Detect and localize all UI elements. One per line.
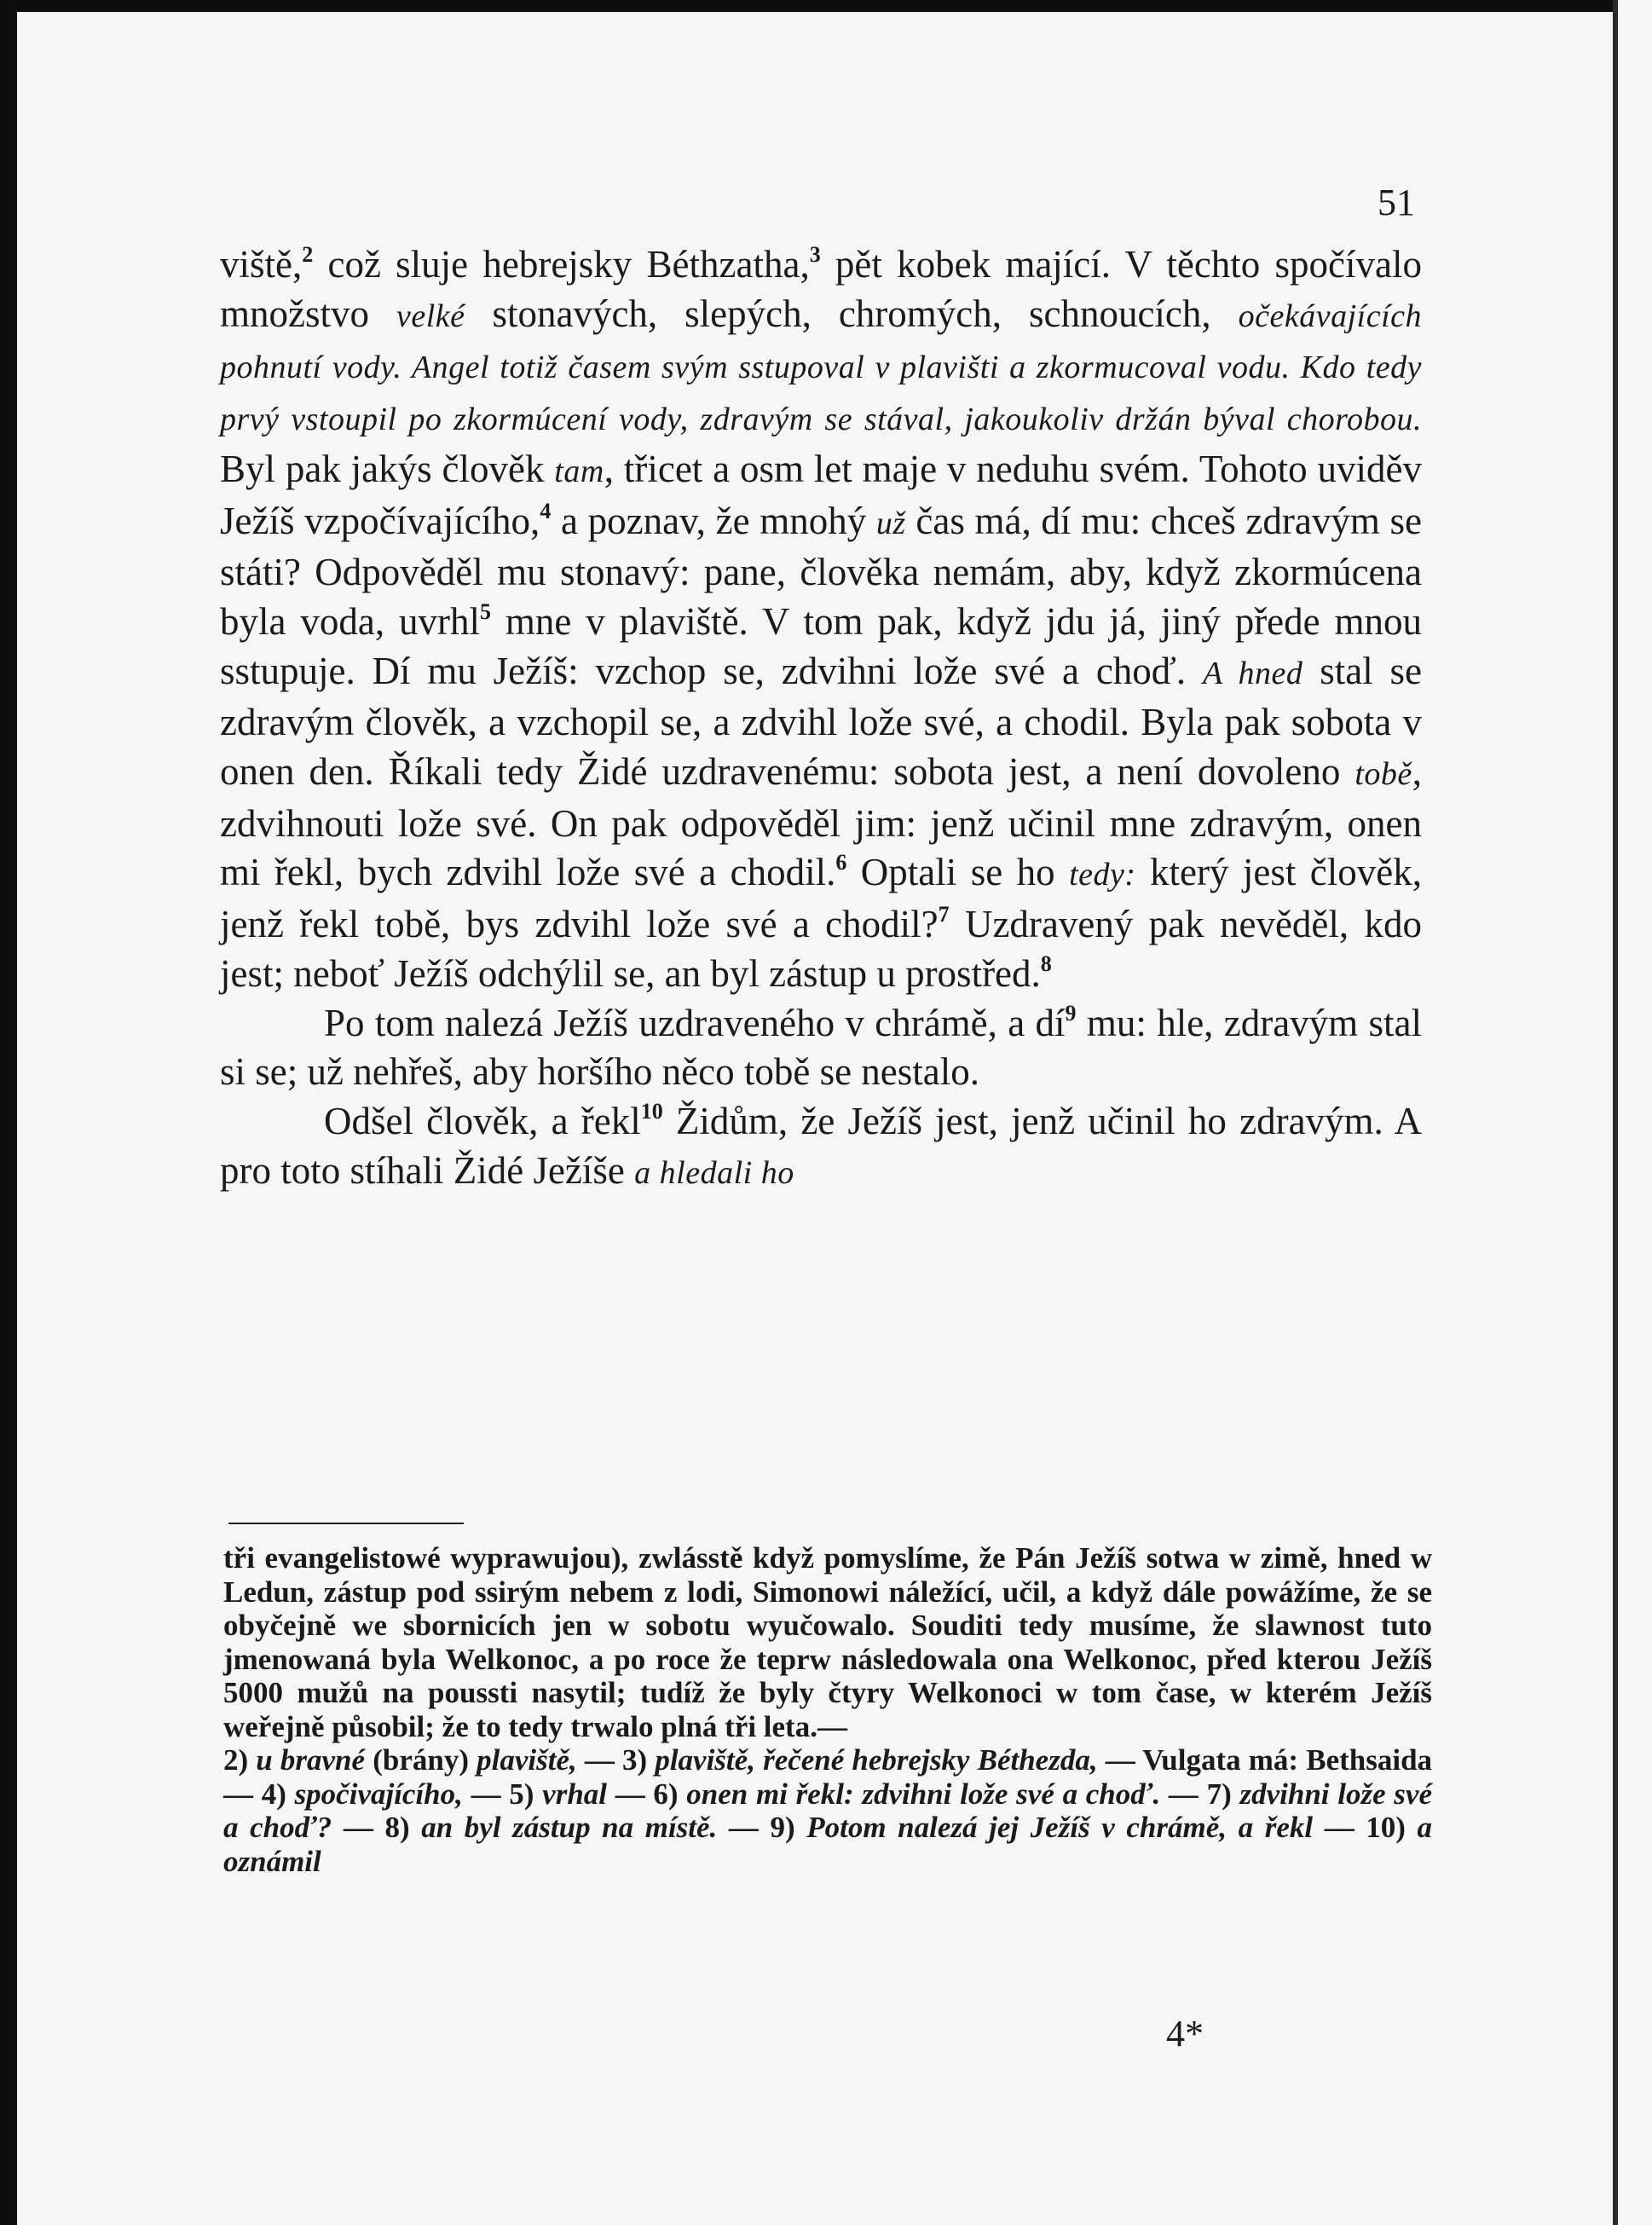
text-run: a poznav, že mnohý xyxy=(551,499,876,542)
footnote-number: — 4) xyxy=(223,1777,286,1811)
footnote-number: — 10) xyxy=(1324,1811,1406,1844)
italic-run: očekávajících pohnutí vody. Angel totiž časem svým sstupoval v plavišti a zkormucoval vodu. Kdo tedy prvý vstoupil po zkormúcení vody, zdravým se stával, jakoukoliv držán býval chorobou. xyxy=(220,298,1422,438)
footnote-text: a oznámil xyxy=(223,1811,1433,1878)
text-run: mne v plaviště. V tom pak, když jdu já, jiný přede mnou sstupuje. Dí mu Ježíš: vzchop se, zdvihni lože své a choď. xyxy=(220,599,1423,692)
text-run: stonavých, slepých, chromých, schnoucích, xyxy=(465,292,1239,335)
footnote-text: onen mi řekl: zdvihni lože své a choď. xyxy=(686,1777,1161,1811)
footnote-number: — 8) xyxy=(343,1811,410,1844)
footnote-text: spočivajícího, xyxy=(294,1777,463,1811)
scan-edge-left xyxy=(0,0,17,2225)
text-run: Byl pak jakýs člověk xyxy=(220,447,555,490)
italic-run: tobě xyxy=(1355,756,1412,793)
footnote-number: — 6) xyxy=(615,1777,679,1811)
footnote-ref: 4 xyxy=(540,498,552,523)
footnote-number: — 7) xyxy=(1168,1777,1232,1811)
text-run: Po tom nalezá Ježíš uzdraveného v chrámě, a dí xyxy=(324,1001,1066,1044)
footnote-text: plaviště, řečené hebrejsky Béthezda, xyxy=(655,1743,1098,1777)
italic-run: tedy: xyxy=(1069,857,1136,893)
italic-run: a hledali ho xyxy=(634,1154,794,1191)
italic-run: tam xyxy=(554,453,604,489)
footnote-list xyxy=(223,1743,1432,1878)
footnote-ref: 6 xyxy=(835,850,847,876)
paragraph-2 xyxy=(220,999,1422,1097)
text-run: viště, xyxy=(220,243,303,286)
footnote-number: 2) xyxy=(223,1743,249,1777)
paragraph-3 xyxy=(220,1097,1422,1198)
footnote-text: Potom nalezá jej Ježíš v chrámě, a řekl xyxy=(806,1811,1314,1844)
footnote-ref: 7 xyxy=(938,902,950,928)
footnote-rule xyxy=(228,1523,464,1524)
scan-edge-right xyxy=(1613,0,1652,2225)
footnote-text: plaviště, xyxy=(477,1743,577,1777)
footnote-ref: 8 xyxy=(1040,951,1052,976)
text-run: , zdvihnouti lože své. On pak odpověděl jim: jenž učinil mne zdravým, onen mi řekl, bych zdvihl lože své a chodil. xyxy=(220,750,1422,894)
footnote-ref: 3 xyxy=(809,242,821,267)
footnote-text: zdvihni lože své a choď? xyxy=(223,1777,1432,1844)
text-run: Odšel člověk, a řekl xyxy=(324,1099,641,1142)
text-run: čas má, dí mu: chceš zdravým se státi? Odpověděl mu stonavý: pane, člověka nemám, aby, když zkormúcena byla voda, uvrhl xyxy=(220,499,1422,643)
footnote-ref: 2 xyxy=(302,242,314,267)
footnote-ref: 5 xyxy=(479,598,491,624)
footnote-text: u bravné xyxy=(256,1743,366,1777)
page-number: 51 xyxy=(1378,182,1415,223)
footnote-ref: 9 xyxy=(1065,1000,1077,1026)
text-run: který jest člověk, jenž řekl tobě, bys zdvihl lože své a chodil? xyxy=(220,851,1422,946)
italic-run: už xyxy=(875,505,906,541)
text-run: Uzdravený pak nevěděl, kdo jest; neboť Ježíš odchýlil se, an byl zástup u prostřed. xyxy=(220,903,1422,995)
scan-edge-top xyxy=(0,0,1652,12)
footnote-text: (brány) xyxy=(373,1743,469,1777)
footnote-continuation: tři evangelistowé wyprawujou), zwlásstě když pomyslíme, že Pán Ježíš sotwa w zimě, hned w Ledun, zástup pod ssirým nebem z lodi, Simonowi náležící, učil, a když dále powážíme, že se obyčejně we sbornicích jen w sobotu wyučowalo. Souditi tedy musíme, že slawnost tuto jmenowaná byla Welkonoc, a po roce že teprw následowala ona Welkonoc, před kterou Ježíš 5000 mužů na poussti nasytil; tudíž že byly čtyry Welkonoci w tom čase, w kterém Ježíš weřejně působil; že to tedy trwalo plná tři leta.— xyxy=(223,1541,1432,1743)
footnote-ref: 10 xyxy=(640,1098,663,1124)
italic-run: A hned xyxy=(1202,655,1303,691)
footnote-number: — 3) xyxy=(584,1743,648,1777)
text-run: Židům, že Ježíš jest, jenž učinil ho zdravým. A pro toto stíhali Židé Ježíše xyxy=(220,1099,1423,1192)
footnotes xyxy=(223,1541,1432,1878)
signature-mark: 4* xyxy=(1166,2013,1204,2055)
text-run: stal se zdravým člověk, a vzchopil se, a zdvihl lože své, a chodil. Byla pak sobota v onen den. Říkali tedy Židé uzdravenému: sobota jest, a není dovoleno xyxy=(220,649,1422,794)
footnote-text: vrhal xyxy=(542,1777,608,1811)
footnote-number: — 5) xyxy=(471,1777,534,1811)
text-run: což sluje hebrejsky Béthzatha, xyxy=(313,243,810,286)
footnote-number: — 9) xyxy=(728,1811,795,1844)
body-text xyxy=(220,240,1422,1198)
paragraph-1 xyxy=(220,240,1422,999)
text-run: pět kobek mající. V těchto spočívalo množstvo xyxy=(220,243,1422,335)
text-run: , třicet a osm let maje v neduhu svém. Tohoto uviděv Ježíš vzpočívajícího, xyxy=(220,447,1422,542)
italic-run: velké xyxy=(396,298,465,334)
text-run: mu: hle, zdravým stal si se; už nehřeš, aby horšího něco tobě se nestalo. xyxy=(220,1001,1422,1094)
text-run: Optali se ho xyxy=(846,851,1070,894)
footnote-text: — Vulgata má: Bethsaida xyxy=(1105,1743,1433,1777)
footnote-text: an byl zástup na místě. xyxy=(421,1811,718,1844)
